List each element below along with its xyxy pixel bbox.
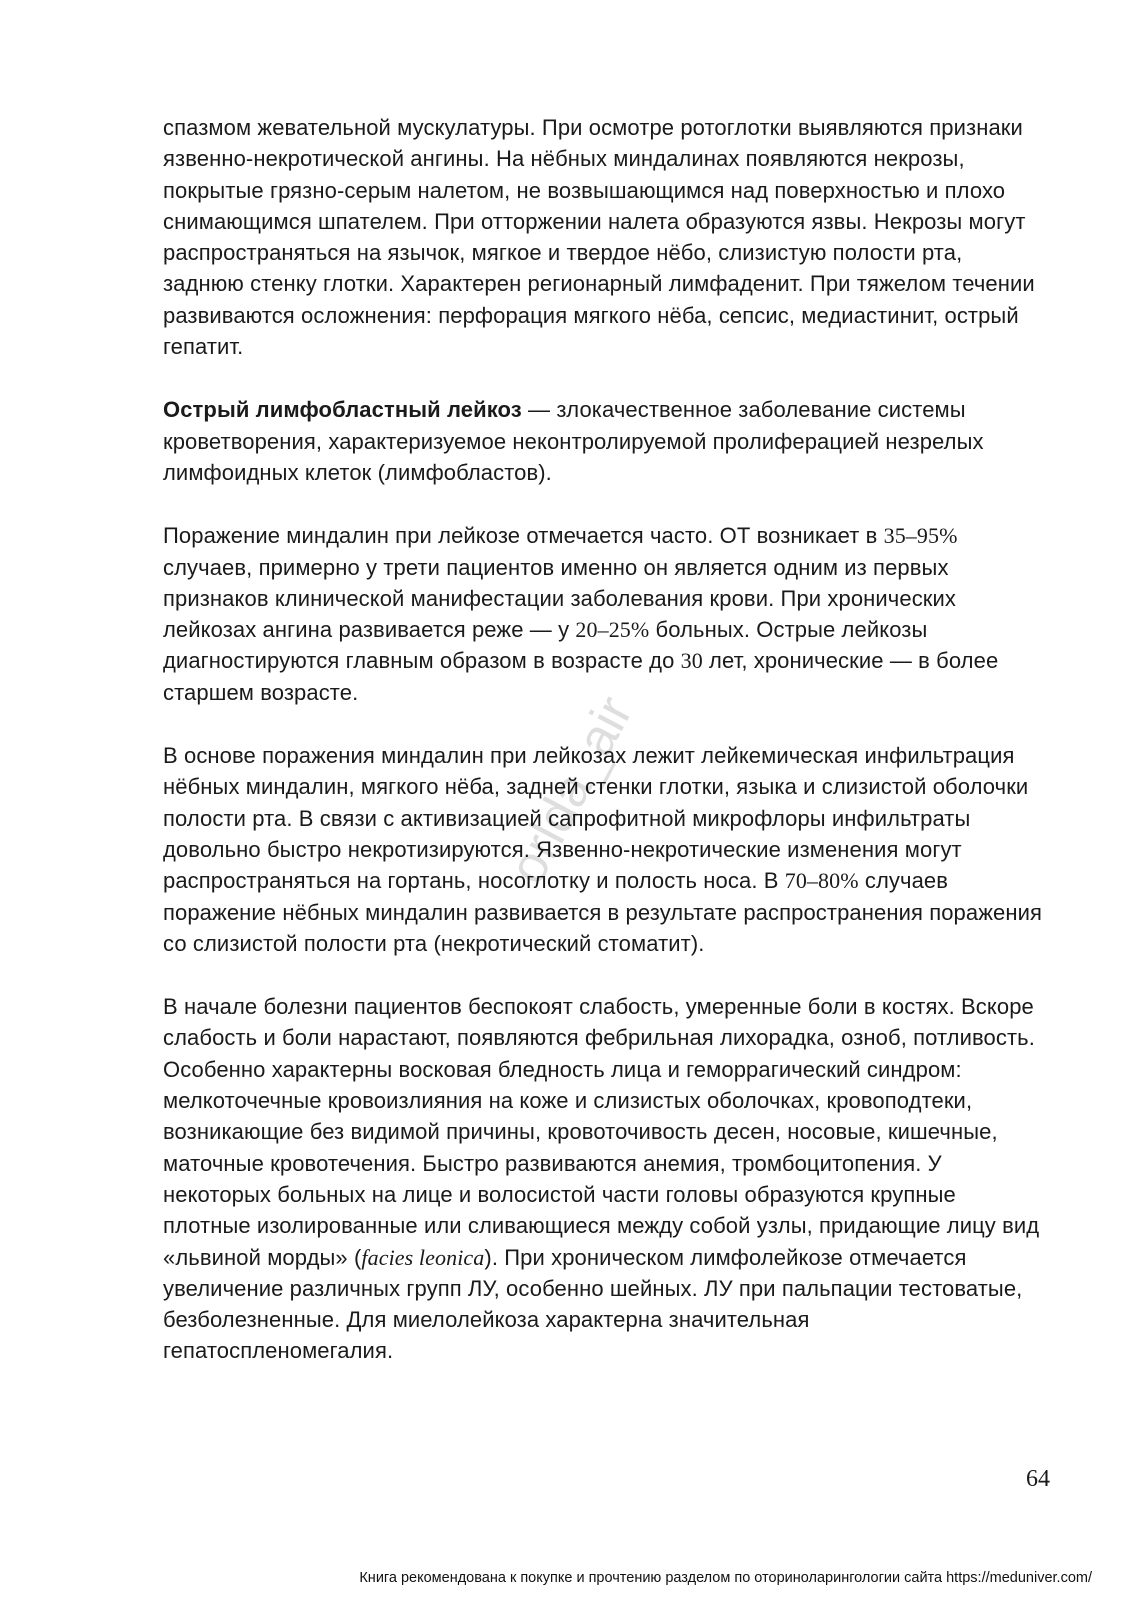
text-run: ). При хроническом лимфолейкозе отмечается увеличение различных групп ЛУ, особенно шейных. ЛУ при пальпации тестоватые, безболезненные. Для миелолейкоза характерна значительная гепатоспленомегалия. [163, 1244, 1023, 1364]
paragraph-frequency [163, 520, 1043, 708]
paragraph-definition [163, 394, 1043, 488]
numeric-run: 70–80% [784, 868, 859, 894]
paragraph-symptoms [163, 991, 1043, 1367]
watermark: orlda_air [498, 687, 645, 893]
definition-text: — злокачественное заболевание системы кроветворения, характеризуемое неконтролируемой пролиферацией незрелых лимфоидных клеток (лимфобластов). [163, 397, 984, 485]
page-body [163, 112, 1043, 1399]
text-run: лет, хронические — в более старшем возрасте. [163, 648, 999, 705]
numeric-run: 35–95% [883, 523, 958, 549]
text-run: случаев поражение нёбных миндалин развивается в результате распространения поражения со слизистой полости рта (некротический стоматит). [163, 868, 1043, 956]
text-run: В основе поражения миндалин при лейкозах лежит лейкемическая инфильтрация нёбных миндалин, мягкого нёба, задней стенки глотки, языка и слизистой оболочки полости рта. В связи с активизацией сапрофитной микрофлоры инфильтраты довольно быстро некротизируются. Язвенно-некротические изменения могут распространяться на гортань, носоглотку и полость носа. В [163, 743, 1029, 894]
page-number: 64 [1026, 1466, 1050, 1492]
text-run: больных. Острые лейкозы диагностируются главным образом в возрасте до [163, 617, 928, 674]
numeric-run: 30 [680, 648, 703, 674]
term-heading: Острый лимфобластный лейкоз [163, 397, 522, 423]
numeric-run: 20–25% [575, 617, 650, 643]
text-run: случаев, примерно у трети пациентов именно он является одним из первых признаков клинической манифестации заболевания крови. При хронических лейкозах ангина развивается реже — у [163, 554, 957, 643]
footer-note: Книга рекомендована к покупке и прочтению разделом по оториноларингологии сайта https://meduniver.com/ [359, 1570, 1092, 1586]
paragraph-intro-text: спазмом жевательной мускулатуры. При осмотре ротоглотки выявляются признаки язвенно-некротической ангины. На нёбных миндалинах появляются некрозы, покрытые грязно-серым налетом, не возвышающимся над поверхностью и плохо снимающимся шпателем. При отторжении налета образуются язвы. Некрозы могут распространяться на язычок, мягкое и твердое нёбо, слизистую полости рта, заднюю стенку глотки. Характерен регионарный лимфаденит. При тяжелом течении развиваются осложнения: перфорация мягкого нёба, сепсис, медиастинит, острый гепатит. [163, 115, 1035, 360]
latin-term: facies leonica [361, 1244, 485, 1270]
paragraph-intro [163, 112, 1043, 362]
paragraph-pathology [163, 740, 1043, 959]
text-run: В начале болезни пациентов беспокоят слабость, умеренные боли в костях. Вскоре слабость и боли нарастают, появляются фебрильная лихорадка, озноб, потливость. Особенно характерны восковая бледность лица и геморрагический синдром: мелкоточечные кровоизлияния на коже и слизистых оболочках, кровоподтеки, возникающие без видимой причины, кровоточивость десен, носовые, кишечные, маточные кровотечения. Быстро развиваются анемия, тромбоцитопения. У некоторых больных на лице и волосистой части головы образуются крупные плотные изолированные или сливающиеся между собой узлы, придающие лицу вид «львиной морды» ( [163, 994, 1040, 1270]
text-run: Поражение миндалин при лейкозе отмечается часто. ОТ возникает в [163, 523, 884, 549]
